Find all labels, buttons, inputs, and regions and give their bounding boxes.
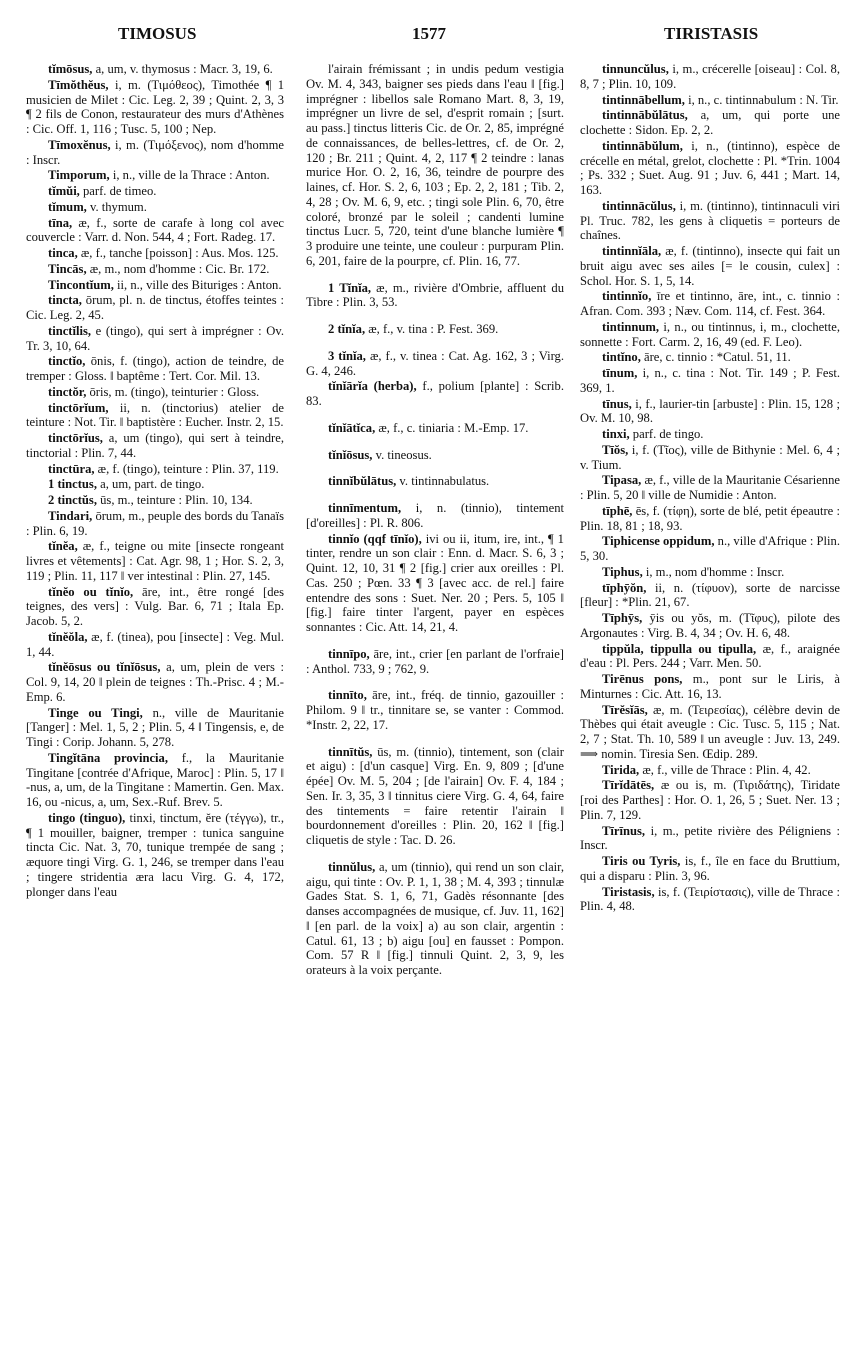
definition: i, m. (Τιμόξενος), nom d'homme : Inscr. [26, 137, 284, 167]
definition: ii, n. (tinctorius) atelier de teinture : Not. Tir. ‖ baptistère : Eucher. Instr. 2, 15. [26, 400, 284, 430]
headword: tintĭno, [602, 350, 641, 365]
dictionary-entry [26, 246, 284, 261]
definition: i, m., petite rivière des Péligniens : Inscr. [580, 823, 840, 853]
headword: Tīŏs, [602, 442, 629, 457]
definition: æ, m., rivière d'Ombrie, affluent du Tibre : Plin. 3, 53. [306, 280, 564, 310]
dictionary-entry [580, 366, 840, 396]
dictionary-entry [580, 244, 840, 288]
definition: āre, int., fréq. de tinnio, gazouiller : Philom. 9 ‖ tr., tinnitare se, se vanter : Commod. *Instr. 2, 22, 17. [306, 688, 564, 732]
dictionary-entry [26, 509, 284, 539]
definition: ōrum, m., peuple des bords du Tanaïs : Plin. 6, 19. [26, 508, 284, 538]
headword: tinnītŭs, [328, 744, 373, 759]
headword: tĭnĕŏla, [48, 629, 88, 644]
headword: Tīmoxĕnus, [48, 137, 111, 152]
dictionary-entry [26, 293, 284, 323]
definition: ōrum, pl. n. de tinctus, étoffes teintes : Cic. Leg. 2, 45. [26, 293, 284, 322]
definition: parf. de timeo. [79, 184, 157, 198]
headword: tĭnĭātĭca, [328, 420, 376, 435]
headword: 3 tĭnĭa, [328, 348, 366, 363]
dictionary-entry [26, 585, 284, 629]
definition: æ ou is, m. (Τιριδάτης), Tiridate [roi des Parthes] : Hor. O. 1, 26, 5 ; Suet. Ner. 13 ; Plin. 7, 129. [580, 778, 840, 822]
dictionary-entry [26, 811, 284, 900]
headword: Tincās, [48, 261, 87, 276]
headword: tinctōrĭus, [48, 431, 103, 445]
headword: tintinnābŭlum, [602, 138, 683, 153]
headword: tippŭla, tippulla ou tipulla, [602, 641, 757, 656]
headword: tīnum, [602, 366, 638, 380]
definition: n., ville d'Afrique : Plin. 5, 30. [580, 534, 840, 563]
definition: v. thymum. [86, 199, 147, 214]
headword: tinnĭo (qqf tīnĭo), [328, 531, 422, 546]
dictionary-entry [580, 854, 840, 884]
definition: æ, f., teigne ou mite [insecte rongeant livres et vêtements] : Cat. Agr. 98, 1 ; Hor. S. 2, 3, 119 ; Plin. 11, 117 ‖ ver intestinal : Plin. 27, 145. [26, 539, 284, 583]
definition: ēs, f. (τίφη), sorte de blé, petit épeautre : Plin. 18, 81 ; 18, 93. [580, 503, 840, 533]
headword: Tiphicense oppidum, [602, 534, 715, 549]
definition: i, m., crécerelle [oiseau] : Col. 8, 8, 7 ; Plin. 10, 109. [580, 62, 840, 91]
definition: i, n., c. tintinnabulum : N. Tir. [684, 92, 839, 107]
dictionary-entry [580, 581, 840, 611]
dictionary-entry [306, 474, 564, 489]
definition: tinxi, tinctum, ĕre (τέγγω), tr., ¶ 1 mouiller, baigner, tremper : tunica sanguine tincta Cic. Nat. 3, 70, tunique trempée de sang ; æquore tingi Virg. G. 1, 246, se tremper dans l'eau ; tingere stridentia æra lacu Virg. G. 4, 172, plonger dans l'eau [26, 810, 284, 899]
column-3 [580, 62, 840, 915]
dictionary-entry [26, 477, 284, 492]
headword: tĭmŭi, [48, 184, 80, 198]
dictionary-entry [580, 139, 840, 198]
headword: Tirēnus pons, [602, 672, 683, 686]
definition: æ, f., tanche [poisson] : Aus. Mos. 125. [77, 246, 279, 260]
headword: tīna, [48, 215, 73, 230]
definition: v. tintinnabulatus. [396, 474, 490, 489]
definition: ōris, m. (tingo), teinturier : Gloss. [86, 384, 260, 399]
headword: tinctōrĭum, [48, 400, 109, 415]
headword: tinnīto, [328, 688, 367, 703]
headword: Tipasa, [602, 473, 642, 488]
headword: tĭnĭōsus, [328, 447, 373, 462]
definition: is, f., île en face du Bruttium, qui a disparu : Plin. 3, 96. [580, 854, 840, 883]
headword: tinctĭo, [48, 354, 86, 369]
definition: a, um (tinnio), qui rend un son clair, aigu, qui tinte : Ov. P. 1, 1, 38 ; M. 4, 393 ; tinnulæ Gades Stat. S. 1, 6, 71, Gadès résonnante [des danses accompagnées de musique, cf. Juv. 11, 162] ‖ [en parl. de la voix] a) au son clair, argentin : Catul. 61, 13 ; b) aigu [ou] en fausset : Pompon. Com. 57 R ‖ [fig.] tinnuli Quint. 2, 3, 9, les orateurs à la voix perçante. [306, 859, 564, 977]
dictionary-entry [580, 565, 840, 580]
dictionary-entry [580, 504, 840, 534]
headword: tinnĭbŭlātus, [328, 474, 397, 489]
definition: a, um, plein de vers : Col. 9, 14, 20 ‖ plein de teignes : Th.-Prisc. 4 ; M.-Emp. 6. [26, 660, 285, 704]
headword: tinctŏr, [48, 384, 87, 399]
dictionary-entry [580, 473, 840, 503]
headword: Tiristasis, [602, 884, 655, 899]
dictionary-entry [580, 763, 840, 778]
dictionary-entry [26, 539, 284, 583]
dictionary-entry [26, 278, 284, 293]
dictionary-entry [580, 350, 840, 365]
definition: ūs, m. (tinnio), tintement, son (clair et aigu) : [d'un casque] Virg. En. 9, 809 ; [d'une épée] Ov. M. 5, 204 ; [de l'airain] Ov. F. 4, 184 ; Sen. Ir. 3, 35, 3 ‖ tinnitus ciere Virg. G. 4, 64, faire des tintements = faire retentir l'airain ‖ bourdonnement d'oreilles : Plin. 20, 162 ‖ [fig.] cliquetis de style : Tac. D. 26. [306, 744, 564, 847]
dictionary-entry [26, 751, 284, 810]
definition: æ, f. (tingo), teinture : Plin. 37, 119. [94, 461, 279, 476]
headword: 1 Tĭnĭa, [328, 280, 372, 295]
definition: i, f., laurier-tin [arbuste] : Plin. 15, 128 ; Ov. M. 10, 98. [580, 396, 840, 426]
headword: Tinge ou Tingi, [48, 705, 143, 720]
dictionary-entry [580, 534, 840, 564]
dictionary-entry [580, 672, 840, 702]
definition: i, m. (tintinno), tintinnaculi viri Pl. Truc. 782, les gens à cliquetis = porteurs de chaînes. [580, 198, 840, 243]
headword: tintinnābŭlātus, [602, 108, 688, 123]
dictionary-entry [26, 138, 284, 168]
definition: æ, f., v. tina : P. Fest. 369. [365, 322, 499, 336]
dictionary-entry [26, 660, 284, 704]
headword: Tingĭtāna provincia, [48, 750, 168, 765]
definition: æ, f., v. tinea : Cat. Ag. 162, 3 ; Virg. G. 4, 246. [306, 348, 564, 378]
definition: ii, n. (τίφυον), sorte de narcisse [fleur] : *Plin. 21, 67. [580, 580, 840, 610]
headword: tīphē, [602, 503, 633, 518]
dictionary-entry [580, 427, 840, 442]
definition: i, m., nom d'homme : Inscr. [642, 564, 785, 579]
dictionary-entry [580, 443, 840, 473]
headword: tīnus, [602, 396, 632, 411]
definition: æ, m. (Τειρεσίας), célèbre devin de Thèbes qui était aveugle : Cic. Tusc. 5, 115 ; Nat. 2, 7 ; Stat. Th. 10, 589 ‖ un aveugle : Juv. 13, 249. ⟹ nomin. Tiresia Sen. Œdip. 289. [580, 702, 840, 761]
headword: 2 tĭnĭa, [328, 322, 366, 336]
headword: tingo (tinguo), [48, 810, 126, 825]
definition: e (tingo), qui sert à imprégner : Ov. Tr. 3, 10, 64. [26, 323, 284, 353]
headword: Tincontĭum, [48, 277, 114, 292]
definition: ivi ou ii, itum, ire, int., ¶ 1 tinter, rendre un son clair : Enn. d. Macr. S. 6, 3 ; Quint. 12, 10, 31 ¶ 2 [fig.] crier aux oreilles : Pl. Cas. 250 ; Pœn. 33 ¶ 3 [avec acc. de rel.] faire entendre des sons : Suet. Ner. 20 ; Pers. 5, 105 ‖ [fig.] faire tinter l'argent, payer en espèces sonnantes : Cic. Att. 14, 21, 4. [306, 531, 564, 634]
dictionary-entry [26, 462, 284, 477]
dictionary-entry [306, 349, 564, 379]
dictionary-entry [580, 93, 840, 108]
definition: i, m. (Τιμόθεος), Timothée ¶ 1 musicien de Milet : Cic. Leg. 2, 39 ; Quint. 2, 3, 3 ¶ 2 fils de Conon, restaurateur des murs d'Athènes : Cic. Off. 1, 116 ; Tusc. 5, 100 ; Nep. [26, 77, 284, 136]
dictionary-entry [26, 354, 284, 384]
headword: tinnīmentum, [328, 501, 402, 515]
definition: is, f. (Τειρίστασις), ville de Thrace : Plin. 4, 48. [580, 884, 840, 914]
headword: tinxi, [602, 427, 630, 441]
definition: īre et tintinno, āre, int., c. tinnio : Afran. Com. 393 ; Næv. Com. 114, cf. Fest. 364. [580, 289, 840, 318]
definition: ii, n., ville des Bituriges : Anton. [113, 277, 282, 292]
headword: tintinnum, [602, 319, 660, 334]
dictionary-entry [26, 493, 284, 508]
definition: i, n. (tinnio), tintement [d'oreilles] : Pl. R. 806. [306, 501, 564, 530]
definition: a, um, qui porte une clochette : Sidon. Ep. 2, 2. [580, 108, 840, 137]
dictionary-entry [26, 401, 284, 431]
headword: tĭnĕōsus ou tĭnĭōsus, [48, 660, 161, 675]
dictionary-entry [306, 448, 564, 463]
headword: tinnīpo, [328, 646, 370, 661]
running-head-left: TIMOSUS [118, 24, 197, 43]
definition: a, um (tingo), qui sert à teindre, tinctorial : Plin. 7, 44. [26, 431, 284, 460]
headword: tĭmum, [48, 199, 87, 214]
headword: tintinnācŭlus, [602, 198, 676, 213]
dictionary-entry [580, 320, 840, 350]
dictionary-entry [580, 611, 840, 641]
page-number: 1577 [412, 24, 446, 43]
headword: Tīphȳs, [602, 611, 643, 625]
dictionary-entry [306, 421, 564, 436]
page-header [0, 24, 854, 48]
dictionary-entry [580, 199, 840, 243]
dictionary-entry [26, 184, 284, 199]
headword: Tīrĭdātēs, [602, 778, 655, 793]
dictionary-entry [26, 78, 284, 137]
dictionary-entry [580, 62, 840, 92]
dictionary-entry [26, 262, 284, 277]
definition: æ, f. (tinea), pou [insecte] : Veg. Mul. 1, 44. [26, 629, 284, 659]
dictionary-columns [0, 62, 854, 1362]
definition: æ, f., ville de la Mauritanie Césarienne : Plin. 5, 20 ‖ ville de Numidie : Anton. [580, 473, 840, 502]
definition: æ, f., sorte de carafe à long col avec couvercle : Varr. d. Non. 544, 4 ; Fort. Radeg. 17. [26, 215, 284, 245]
column-1 [26, 62, 284, 900]
definition: āre, int., être rongé [des teignes, des vers] : Vulg. Bar. 6, 71 ; Itala Ep. Jacob. 5, 2. [26, 584, 285, 628]
headword: 2 tinctŭs, [48, 493, 97, 507]
definition: i, n., ville de la Thrace : Anton. [109, 168, 270, 183]
headword: tĭnĕo ou tĭnĭo, [48, 584, 134, 599]
dictionary-entry [580, 642, 840, 672]
definition: f., la Mauritanie Tingitane [contrée d'Afrique, Maroc] : Plin. 5, 17 ‖ -nus, a, um, de la Tingitane : Mamertin. Gen. Max. 16, ou -nicus, a, um, Sex.-Ruf. Brev. 5. [26, 750, 284, 809]
headword: Tīrĕsĭās, [602, 702, 648, 717]
definition: æ, m., nom d'homme : Cic. Br. 172. [86, 261, 270, 276]
running-head-right: TIRISTASIS [664, 24, 759, 43]
headword: Tirida, [602, 762, 640, 777]
headword: tinctūra, [48, 461, 95, 476]
dictionary-entry [580, 778, 840, 822]
dictionary-entry [580, 885, 840, 915]
column-2 [306, 62, 564, 979]
dictionary-entry [306, 860, 564, 978]
dictionary-entry [580, 397, 840, 427]
definition: n., ville de Mauritanie [Tanger] : Mel. 1, 5, 2 ; Plin. 5, 4 ‖ Tingensis, e, de Tingi : Corip. Johann. 5, 278. [26, 705, 284, 749]
headword: Tindari, [48, 508, 93, 523]
headword: Timporum, [48, 168, 110, 183]
definition: æ, f., araignée d'eau : Pl. Pers. 244 ; Varr. Men. 50. [580, 641, 840, 671]
dictionary-entry [26, 706, 284, 750]
headword: Tīrīnus, [602, 823, 646, 838]
dictionary-entry [306, 379, 564, 409]
definition: ūs, m., teinture : Plin. 10, 134. [96, 493, 253, 507]
headword: tinnuncŭlus, [602, 62, 669, 76]
dictionary-entry [26, 385, 284, 400]
dictionary-entry [306, 62, 564, 269]
dictionary-entry [306, 322, 564, 337]
dictionary-entry [26, 324, 284, 354]
definition: ȳis ou yŏs, m. (Τῖφυς), pilote des Argonautes : Virg. B. 4, 34 ; Ov. H. 6, 48. [580, 611, 840, 640]
definition: f., polium [plante] : Scrib. 83. [306, 379, 564, 408]
definition: āre, int., crier [en parlant de l'orfraie] : Anthol. 733, 9 ; 762, 9. [306, 646, 564, 676]
dictionary-entry [26, 216, 284, 246]
dictionary-entry [580, 289, 840, 319]
definition: i, n., c. tina : Not. Tir. 149 ; P. Fest. 369, 1. [580, 366, 840, 395]
dictionary-entry [306, 501, 564, 531]
headword: Tiphus, [602, 564, 643, 579]
headword: tintinnābellum, [602, 92, 685, 107]
dictionary-entry [306, 688, 564, 732]
definition: m., pont sur le Liris, à Minturnes : Cic. Att. 16, 13. [580, 672, 840, 701]
dictionary-entry [26, 62, 284, 77]
definition: a, um, v. thymosus : Macr. 3, 19, 6. [92, 62, 273, 76]
headword: tintinnĭāla, [602, 244, 662, 258]
dictionary-entry [580, 108, 840, 138]
headword: tinca, [48, 246, 78, 260]
definition: æ, f., c. tiniaria : M.-Emp. 17. [375, 420, 529, 435]
headword: 1 tinctus, [48, 477, 97, 492]
headword: tincta, [48, 293, 82, 308]
dictionary-entry [26, 630, 284, 660]
headword: tĭnĕa, [48, 539, 78, 554]
definition: āre, c. tinnio : *Catul. 51, 11. [640, 350, 791, 365]
dictionary-entry [580, 824, 840, 854]
headword: tinnŭlus, [328, 859, 376, 874]
headword: tīphȳŏn, [602, 580, 647, 595]
definition: i, n., (tintinno), espèce de crécelle en métal, grelot, clochette : Pl. *Trin. 1004 ; Ps. 332 ; Suet. Aug. 91 ; Juv. 6, 441 ; Mart. 14, 163. [580, 138, 840, 197]
headword: tĭnĭārĭa (herba), [328, 379, 417, 394]
dictionary-entry [306, 745, 564, 848]
definition: æ, f. (tintinno), insecte qui fait un bruit aigu avec ses ailes [= le cousin, culex] : Schol. Hor. S. 1, 5, 14. [580, 244, 840, 288]
definition: i, f. (Τῖος), ville de Bithynie : Mel. 6, 4 ; v. Tium. [580, 442, 840, 472]
definition: ōnis, f. (tingo), action de teindre, de tremper : Gloss. ‖ baptême : Tert. Cor. Mil. 13. [26, 354, 284, 383]
headword: tintinnĭo, [602, 289, 652, 304]
dictionary-entry [306, 647, 564, 677]
headword: Tiris ou Tyris, [602, 854, 681, 868]
definition: l'airain frémissant ; in undis pedum vestigia Ov. M. 4, 343, baigner ses pieds dans l'eau ‖ [fig.] imprégner : libellos sale Romano Mart. 8, 3, 19, imprégner un livre de sel, d'esprit romain ; [surt. au pass.] tinctus litteris Cic. de Or. 2, 85, imprégné de connaissances, de belles-lettres, cf. de Or. 2, 120 ; Br. 211 ; Quint. 4, 2, 117 ¶ 2 teindre : lanas murice Hor. O. 2, 16, 36, teindre de pourpre des laines, cf. Hor. S. 2, 6, 103 ; Ep. 2, 2, 181 ; Tib. 2, 4, 28 ; Ov. M. 6, 9, etc. ; tingi sole Plin. 6, 70, être coloré, bronzé par le soleil ; candenti lumine tinctus Lucr. 5, 720, teint d'une blanche lumière ¶ 3 produire une teinte, une couleur : purpuram Plin. 6, 201, faire de la pourpre, cf. Plin. 16, 77. [306, 62, 564, 268]
dictionary-entry [26, 168, 284, 183]
dictionary-entry [580, 703, 840, 762]
definition: i, n., ou tintinnus, i, m., clochette, sonnette : Fort. Carm. 2, 16, 49 (ed. F. Leo). [580, 319, 840, 349]
definition: a, um, part. de tingo. [96, 477, 205, 492]
headword: Tīmŏthĕus, [48, 77, 109, 92]
definition: parf. de tingo. [629, 427, 704, 441]
headword: tinctĭlis, [48, 323, 92, 338]
dictionary-entry [26, 431, 284, 461]
definition: v. tineosus. [372, 447, 432, 462]
dictionary-entry [26, 200, 284, 215]
headword: tĭmōsus, [48, 62, 93, 76]
definition: æ, f., ville de Thrace : Plin. 4, 42. [639, 762, 811, 777]
dictionary-entry [306, 281, 564, 311]
dictionary-entry [306, 532, 564, 635]
